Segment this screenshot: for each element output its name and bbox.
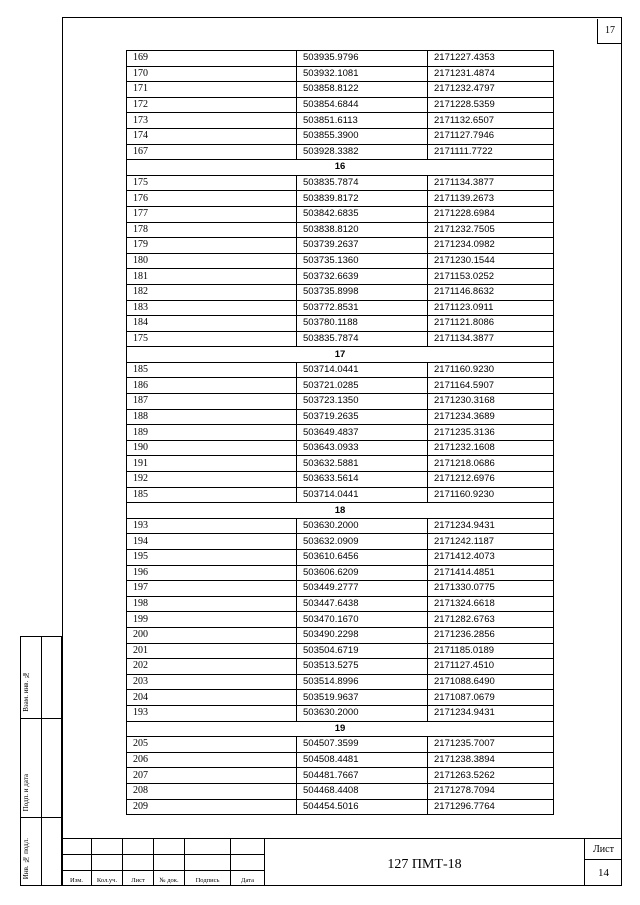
y-coordinate: 2171127.4510 bbox=[428, 659, 554, 675]
y-coordinate: 2171414.4851 bbox=[428, 565, 554, 581]
table-row bbox=[127, 300, 554, 316]
y-coordinate: 2171160.9230 bbox=[428, 487, 554, 503]
y-coordinate: 2171153.0252 bbox=[428, 269, 554, 285]
y-coordinate: 2171123.0911 bbox=[428, 300, 554, 316]
table-row bbox=[127, 643, 554, 659]
x-coordinate: 503632.0909 bbox=[297, 534, 428, 550]
x-coordinate: 503632.5881 bbox=[297, 456, 428, 472]
point-number: 189 bbox=[127, 425, 297, 441]
point-number: 173 bbox=[127, 113, 297, 129]
y-coordinate: 2171212.6976 bbox=[428, 472, 554, 488]
table-row bbox=[127, 690, 554, 706]
table-row bbox=[127, 534, 554, 550]
table-row bbox=[127, 378, 554, 394]
x-coordinate: 503630.2000 bbox=[297, 705, 428, 721]
stamp-label-doc: № док. bbox=[159, 877, 179, 884]
table-row bbox=[127, 206, 554, 222]
sheet-number: 14 bbox=[598, 867, 609, 879]
table-row bbox=[127, 550, 554, 566]
x-coordinate: 503842.6835 bbox=[297, 206, 428, 222]
point-number: 193 bbox=[127, 705, 297, 721]
x-coordinate: 503721.0285 bbox=[297, 378, 428, 394]
point-number: 185 bbox=[127, 362, 297, 378]
point-number: 197 bbox=[127, 581, 297, 597]
stamp-label-list: Лист bbox=[131, 877, 145, 884]
x-coordinate: 503735.1360 bbox=[297, 253, 428, 269]
x-coordinate: 503851.6113 bbox=[297, 113, 428, 129]
point-number: 201 bbox=[127, 643, 297, 659]
x-coordinate: 503932.1081 bbox=[297, 66, 428, 82]
y-coordinate: 2171234.3689 bbox=[428, 409, 554, 425]
table-row bbox=[127, 362, 554, 378]
y-coordinate: 2171111.7722 bbox=[428, 144, 554, 160]
point-number: 195 bbox=[127, 550, 297, 566]
title-block bbox=[62, 838, 622, 886]
y-coordinate: 2171218.0686 bbox=[428, 456, 554, 472]
x-coordinate: 504454.5016 bbox=[297, 799, 428, 815]
y-coordinate: 2171146.8632 bbox=[428, 284, 554, 300]
point-number: 204 bbox=[127, 690, 297, 706]
point-number: 177 bbox=[127, 206, 297, 222]
y-coordinate: 2171230.3168 bbox=[428, 394, 554, 410]
x-coordinate: 504468.4408 bbox=[297, 783, 428, 799]
x-coordinate: 504508.4481 bbox=[297, 752, 428, 768]
point-number: 194 bbox=[127, 534, 297, 550]
x-coordinate: 503858.8122 bbox=[297, 82, 428, 98]
x-coordinate: 503447.6438 bbox=[297, 596, 428, 612]
point-number: 187 bbox=[127, 394, 297, 410]
y-coordinate: 2171235.7007 bbox=[428, 737, 554, 753]
x-coordinate: 503723.1350 bbox=[297, 394, 428, 410]
y-coordinate: 2171232.7505 bbox=[428, 222, 554, 238]
y-coordinate: 2171242.1187 bbox=[428, 534, 554, 550]
table-row bbox=[127, 596, 554, 612]
y-coordinate: 2171164.5907 bbox=[428, 378, 554, 394]
x-coordinate: 503780.1188 bbox=[297, 316, 428, 332]
point-number: 172 bbox=[127, 97, 297, 113]
x-coordinate: 503514.8996 bbox=[297, 674, 428, 690]
y-coordinate: 2171227.4353 bbox=[428, 51, 554, 67]
table-row bbox=[127, 472, 554, 488]
x-coordinate: 503504.6719 bbox=[297, 643, 428, 659]
x-coordinate: 503633.5614 bbox=[297, 472, 428, 488]
table-row bbox=[127, 487, 554, 503]
y-coordinate: 2171185.0189 bbox=[428, 643, 554, 659]
point-number: 193 bbox=[127, 518, 297, 534]
table-row bbox=[127, 51, 554, 67]
y-coordinate: 2171160.9230 bbox=[428, 362, 554, 378]
y-coordinate: 2171238.3894 bbox=[428, 752, 554, 768]
table-row bbox=[127, 705, 554, 721]
y-coordinate: 2171324.6618 bbox=[428, 596, 554, 612]
point-number: 209 bbox=[127, 799, 297, 815]
group-number: 19 bbox=[127, 721, 554, 737]
x-coordinate: 503649.4837 bbox=[297, 425, 428, 441]
table-row bbox=[127, 144, 554, 160]
point-number: 184 bbox=[127, 316, 297, 332]
table-row bbox=[127, 191, 554, 207]
y-coordinate: 2171134.3877 bbox=[428, 331, 554, 347]
x-coordinate: 503935.9796 bbox=[297, 51, 428, 67]
table-row bbox=[127, 66, 554, 82]
y-coordinate: 2171263.5262 bbox=[428, 768, 554, 784]
point-number: 190 bbox=[127, 440, 297, 456]
x-coordinate: 503470.1670 bbox=[297, 612, 428, 628]
x-coordinate: 503854.6844 bbox=[297, 97, 428, 113]
y-coordinate: 2171087.0679 bbox=[428, 690, 554, 706]
side-label-podp: Подп. и дата bbox=[22, 773, 30, 811]
x-coordinate: 503610.6456 bbox=[297, 550, 428, 566]
table-row bbox=[127, 612, 554, 628]
y-coordinate: 2171235.3136 bbox=[428, 425, 554, 441]
table-row bbox=[127, 253, 554, 269]
point-number: 176 bbox=[127, 191, 297, 207]
y-coordinate: 2171296.7764 bbox=[428, 799, 554, 815]
point-number: 175 bbox=[127, 331, 297, 347]
point-number: 169 bbox=[127, 51, 297, 67]
group-number: 16 bbox=[127, 160, 554, 176]
x-coordinate: 503735.8998 bbox=[297, 284, 428, 300]
x-coordinate: 504507.3599 bbox=[297, 737, 428, 753]
group-header-row bbox=[127, 503, 554, 519]
y-coordinate: 2171232.4797 bbox=[428, 82, 554, 98]
point-number: 186 bbox=[127, 378, 297, 394]
y-coordinate: 2171234.9431 bbox=[428, 705, 554, 721]
y-coordinate: 2171412.4073 bbox=[428, 550, 554, 566]
y-coordinate: 2171330.0775 bbox=[428, 581, 554, 597]
point-number: 207 bbox=[127, 768, 297, 784]
point-number: 191 bbox=[127, 456, 297, 472]
x-coordinate: 503606.6209 bbox=[297, 565, 428, 581]
x-coordinate: 503519.9637 bbox=[297, 690, 428, 706]
x-coordinate: 503719.2635 bbox=[297, 409, 428, 425]
top-page-number: 17 bbox=[597, 19, 622, 44]
table-row bbox=[127, 331, 554, 347]
table-row bbox=[127, 113, 554, 129]
table-row bbox=[127, 128, 554, 144]
x-coordinate: 504481.7667 bbox=[297, 768, 428, 784]
table-row bbox=[127, 316, 554, 332]
table-row bbox=[127, 518, 554, 534]
table-row bbox=[127, 783, 554, 799]
table-row bbox=[127, 565, 554, 581]
y-coordinate: 2171228.6984 bbox=[428, 206, 554, 222]
x-coordinate: 503714.0441 bbox=[297, 487, 428, 503]
side-stamp-inv bbox=[20, 817, 62, 886]
y-coordinate: 2171127.7946 bbox=[428, 128, 554, 144]
x-coordinate: 503835.7874 bbox=[297, 331, 428, 347]
table-row bbox=[127, 456, 554, 472]
y-coordinate: 2171139.2673 bbox=[428, 191, 554, 207]
table-row bbox=[127, 737, 554, 753]
point-number: 179 bbox=[127, 238, 297, 254]
point-number: 198 bbox=[127, 596, 297, 612]
x-coordinate: 503855.3900 bbox=[297, 128, 428, 144]
stamp-label-podpis: Подпись bbox=[195, 877, 220, 884]
y-coordinate: 2171234.9431 bbox=[428, 518, 554, 534]
point-number: 178 bbox=[127, 222, 297, 238]
table-row bbox=[127, 409, 554, 425]
point-number: 175 bbox=[127, 175, 297, 191]
x-coordinate: 503449.2777 bbox=[297, 581, 428, 597]
group-number: 18 bbox=[127, 503, 554, 519]
table-row bbox=[127, 752, 554, 768]
table-row bbox=[127, 175, 554, 191]
point-number: 202 bbox=[127, 659, 297, 675]
y-coordinate: 2171228.5359 bbox=[428, 97, 554, 113]
point-number: 174 bbox=[127, 128, 297, 144]
x-coordinate: 503838.8120 bbox=[297, 222, 428, 238]
table-row bbox=[127, 581, 554, 597]
sheet-box bbox=[584, 838, 622, 886]
y-coordinate: 2171121.8086 bbox=[428, 316, 554, 332]
document-code: 127 ПМТ-18 bbox=[265, 838, 584, 886]
x-coordinate: 503714.0441 bbox=[297, 362, 428, 378]
point-number: 188 bbox=[127, 409, 297, 425]
point-number: 192 bbox=[127, 472, 297, 488]
x-coordinate: 503839.8172 bbox=[297, 191, 428, 207]
sheet-label: Лист bbox=[585, 839, 622, 860]
table-row bbox=[127, 659, 554, 675]
table-row bbox=[127, 425, 554, 441]
y-coordinate: 2171232.1608 bbox=[428, 440, 554, 456]
table-row bbox=[127, 97, 554, 113]
x-coordinate: 503490.2298 bbox=[297, 627, 428, 643]
coordinates-table bbox=[126, 50, 554, 815]
y-coordinate: 2171278.7094 bbox=[428, 783, 554, 799]
point-number: 183 bbox=[127, 300, 297, 316]
stamp-label-kolvo: Кол.уч. bbox=[96, 877, 118, 884]
side-label-vzam: Взам. инв. № bbox=[22, 671, 30, 712]
point-number: 196 bbox=[127, 565, 297, 581]
point-number: 185 bbox=[127, 487, 297, 503]
x-coordinate: 503772.8531 bbox=[297, 300, 428, 316]
table-row bbox=[127, 284, 554, 300]
point-number: 171 bbox=[127, 82, 297, 98]
x-coordinate: 503513.5275 bbox=[297, 659, 428, 675]
group-header-row bbox=[127, 160, 554, 176]
x-coordinate: 503835.7874 bbox=[297, 175, 428, 191]
side-stamp-podp bbox=[20, 718, 62, 818]
group-header-row bbox=[127, 347, 554, 363]
point-number: 200 bbox=[127, 627, 297, 643]
table-row bbox=[127, 238, 554, 254]
side-label-inv: Инв. № подл. bbox=[22, 837, 30, 879]
x-coordinate: 503732.6639 bbox=[297, 269, 428, 285]
table-row bbox=[127, 799, 554, 815]
point-number: 182 bbox=[127, 284, 297, 300]
point-number: 206 bbox=[127, 752, 297, 768]
y-coordinate: 2171231.4874 bbox=[428, 66, 554, 82]
x-coordinate: 503739.2637 bbox=[297, 238, 428, 254]
group-header-row bbox=[127, 721, 554, 737]
point-number: 199 bbox=[127, 612, 297, 628]
y-coordinate: 2171282.6763 bbox=[428, 612, 554, 628]
point-number: 203 bbox=[127, 674, 297, 690]
point-number: 208 bbox=[127, 783, 297, 799]
table-row bbox=[127, 440, 554, 456]
table-row bbox=[127, 627, 554, 643]
y-coordinate: 2171230.1544 bbox=[428, 253, 554, 269]
table-row bbox=[127, 768, 554, 784]
side-stamp-vzam bbox=[20, 636, 62, 719]
y-coordinate: 2171132.6507 bbox=[428, 113, 554, 129]
stamp-label-data: Дата bbox=[241, 877, 254, 884]
x-coordinate: 503643.0933 bbox=[297, 440, 428, 456]
y-coordinate: 2171088.6490 bbox=[428, 674, 554, 690]
point-number: 167 bbox=[127, 144, 297, 160]
y-coordinate: 2171236.2856 bbox=[428, 627, 554, 643]
table-row bbox=[127, 674, 554, 690]
point-number: 205 bbox=[127, 737, 297, 753]
point-number: 181 bbox=[127, 269, 297, 285]
table-row bbox=[127, 269, 554, 285]
table-row bbox=[127, 394, 554, 410]
x-coordinate: 503630.2000 bbox=[297, 518, 428, 534]
point-number: 180 bbox=[127, 253, 297, 269]
x-coordinate: 503928.3382 bbox=[297, 144, 428, 160]
stamp-label-izm: Изм. bbox=[70, 877, 83, 884]
y-coordinate: 2171134.3877 bbox=[428, 175, 554, 191]
group-number: 17 bbox=[127, 347, 554, 363]
coordinates-table-body bbox=[127, 51, 554, 815]
table-row bbox=[127, 222, 554, 238]
point-number: 170 bbox=[127, 66, 297, 82]
table-row bbox=[127, 82, 554, 98]
y-coordinate: 2171234.0982 bbox=[428, 238, 554, 254]
